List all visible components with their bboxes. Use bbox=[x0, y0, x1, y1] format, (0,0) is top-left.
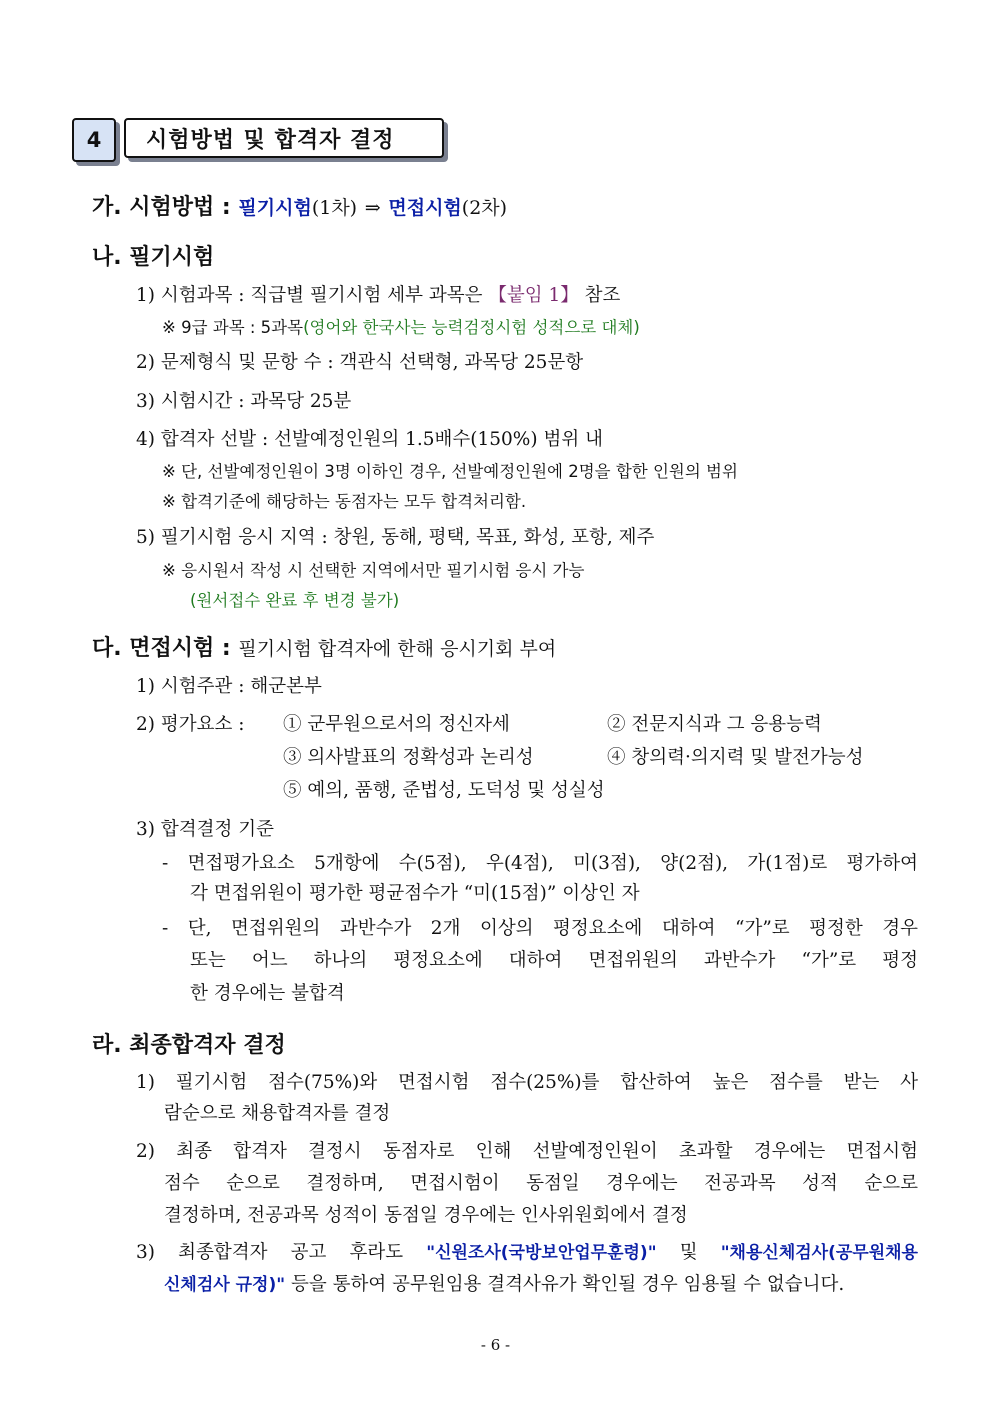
section-number-box bbox=[72, 118, 116, 162]
heading-da bbox=[92, 631, 556, 662]
na-note-4a: ※ 단, 선발예정인원이 3명 이하인 경우, 선발예정인원에 2명을 합한 인원의 범위 bbox=[162, 462, 738, 481]
eval-element-2: ② 전문지식과 그 응용능력 bbox=[607, 714, 822, 735]
ra-item-3-prefix: 3) 최종합격자 공고 후라도 bbox=[136, 1242, 427, 1263]
ra-item-3-mid: 및 bbox=[656, 1242, 721, 1263]
eval-element-3: ③ 의사발표의 정확성과 논리성 bbox=[283, 747, 534, 768]
eval-element-1: ① 군무원으로서의 정신자세 bbox=[283, 714, 510, 735]
ra-item-3-end: 등을 통하여 공무원임용 결격사유가 확인될 경우 임용될 수 없습니다. bbox=[285, 1274, 845, 1295]
na-note-5b: (원서접수 완료 후 변경 불가) bbox=[190, 591, 400, 610]
na-note-1-text: ※ 9급 과목 : 5과목 bbox=[162, 318, 304, 337]
na-item-3: 3) 시험시간 : 과목당 25분 bbox=[136, 391, 352, 412]
criteria-line-2a: - 단, 면접위원의 과반수가 2개 이상의 평정요소에 대하여 “가”로 평정한 경우 bbox=[162, 918, 918, 939]
ra-item-2a: 2) 최종 합격자 결정시 동점자로 인해 선발예정인원이 초과할 경우에는 면접시험 bbox=[136, 1141, 918, 1162]
heading-ga-label: 가. 시험방법 : bbox=[92, 195, 231, 220]
na-item-2: 2) 문제형식 및 문항 수 : 객관식 선택형, 과목당 25문항 bbox=[136, 352, 584, 373]
criteria-line-2b: 또는 어느 하나의 평정요소에 대하여 면접위원의 과반수가 “가”로 평정 bbox=[190, 950, 918, 971]
section-title: 시험방법 및 합격자 결정 bbox=[146, 127, 395, 153]
na-note-5a: ※ 응시원서 작성 시 선택한 지역에서만 필기시험 응시 가능 bbox=[162, 561, 585, 580]
eval-element-5: ⑤ 예의, 품행, 준법성, 도덕성 및 성실성 bbox=[283, 780, 605, 801]
eval-element-4: ④ 창의력·의지력 및 발전가능성 bbox=[607, 747, 864, 768]
ra-item-1a: 1) 필기시험 점수(75%)와 면접시험 점수(25%)를 합산하여 높은 점수를 받는 사 bbox=[136, 1072, 918, 1093]
criteria-line-1a: - 면접평가요소 5개항에 수(5점), 우(4점), 미(3점), 양(2점), 가(1점)로 평가하여 bbox=[162, 853, 918, 874]
heading-ga bbox=[92, 190, 507, 221]
heading-na: 나. 필기시험 bbox=[92, 245, 215, 270]
na-item-5: 5) 필기시험 응시 지역 : 창원, 동해, 평택, 목표, 화성, 포항, 제주 bbox=[136, 527, 655, 548]
ra-item-2c: 결정하며, 전공과목 성적이 동점일 경우에는 인사위원회에서 결정 bbox=[164, 1205, 688, 1226]
na-item-1 bbox=[136, 281, 620, 307]
arrow: ⇒ bbox=[364, 197, 381, 219]
ra-item-2b: 점수 순으로 결정하며, 면접시험이 동점일 경우에는 전공과목 성적 순으로 bbox=[164, 1173, 918, 1194]
ra-item-3a bbox=[136, 1238, 918, 1264]
written-exam-order: (1차) bbox=[311, 197, 358, 219]
attachment-ref: 【붙임 1】 bbox=[488, 285, 579, 306]
na-note-1-green: (영어와 한국사는 능력검정시험 성적으로 대체) bbox=[303, 318, 640, 337]
written-exam-keyword: 필기시험 bbox=[238, 197, 312, 219]
na-note-4b: ※ 합격기준에 해당하는 동점자는 모두 합격처리함. bbox=[162, 492, 527, 511]
da-item-3: 3) 합격결정 기준 bbox=[136, 819, 274, 840]
heading-ra: 라. 최종합격자 결정 bbox=[92, 1033, 286, 1058]
ra-item-1b: 람순으로 채용합격자를 결정 bbox=[164, 1103, 391, 1124]
ra-item-3b bbox=[164, 1270, 844, 1296]
section-title-box bbox=[124, 118, 444, 158]
heading-da-desc: 필기시험 합격자에 한해 응시기회 부여 bbox=[238, 638, 557, 660]
interview-exam-keyword: 면접시험 bbox=[388, 197, 462, 219]
security-check-ref: "신원조사(국방보안업무훈령)" bbox=[426, 1243, 657, 1263]
na-item-4: 4) 합격자 선발 : 선발예정인원의 1.5배수(150%) 범위 내 bbox=[136, 429, 603, 450]
section-number: 4 bbox=[86, 128, 102, 152]
na-item-1-end: 참조 bbox=[578, 285, 621, 306]
na-item-1-text: 1) 시험과목 : 직급별 필기시험 세부 과목은 bbox=[136, 285, 489, 306]
na-note-1 bbox=[162, 314, 640, 338]
page-number: - 6 - bbox=[480, 1336, 511, 1354]
interview-exam-order: (2차) bbox=[461, 197, 508, 219]
criteria-line-1b: 각 면접위원이 평가한 평균점수가 “미(15점)” 이상인 자 bbox=[190, 883, 640, 904]
criteria-line-2c: 한 경우에는 불합격 bbox=[190, 983, 345, 1004]
da-item-1: 1) 시험주관 : 해군본부 bbox=[136, 676, 322, 697]
da-item-2-label: 2) 평가요소 : bbox=[136, 714, 245, 735]
health-check-ref-start: "채용신체검사(공무원채용 bbox=[720, 1243, 918, 1263]
health-check-ref-end: 신체검사 규정)" bbox=[164, 1275, 286, 1295]
heading-da-label: 다. 면접시험 : bbox=[92, 636, 231, 661]
